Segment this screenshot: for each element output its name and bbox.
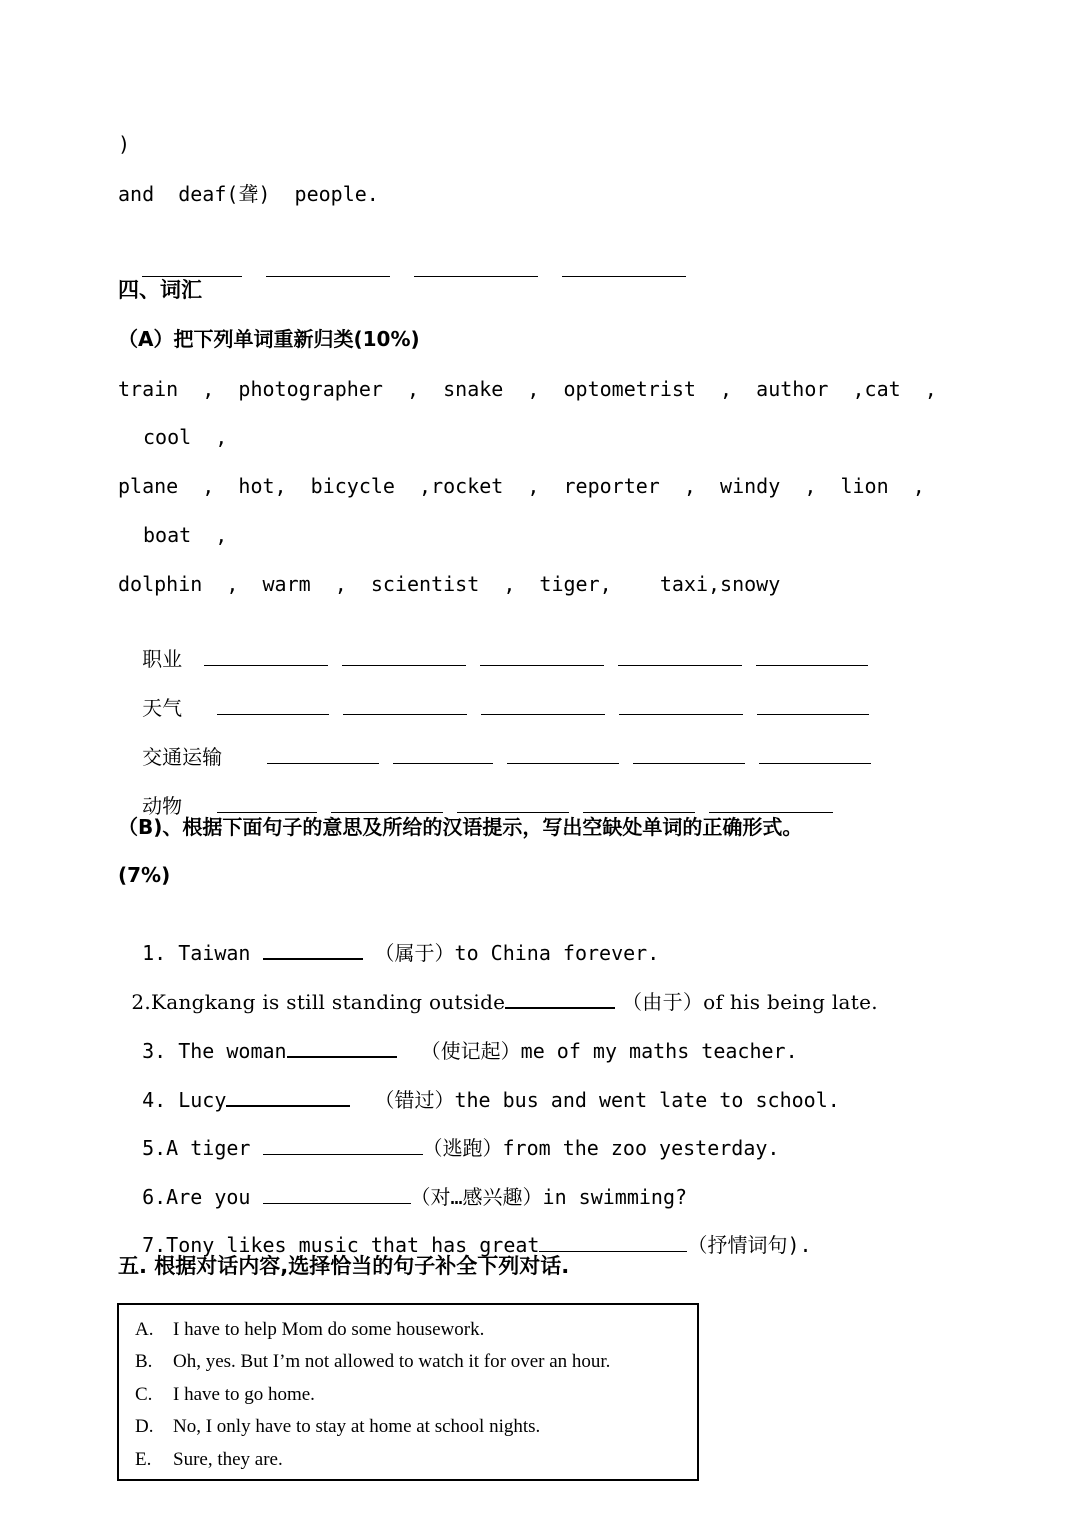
option-e — [135, 1449, 283, 1471]
item-hint: （使记起）me of my maths teacher. — [396, 1039, 798, 1063]
category-label: 动物 — [142, 794, 183, 818]
answer-blank[interactable] — [263, 938, 363, 960]
option-letter: E. — [135, 1449, 152, 1470]
answer-blank[interactable] — [507, 743, 619, 764]
option-letter: C. — [135, 1384, 153, 1405]
answer-blank[interactable] — [204, 645, 328, 666]
item-hint: （抒情词句). — [687, 1233, 812, 1257]
section4-title: 四、词汇 — [118, 278, 202, 302]
word-list-line: dolphin , warm , scientist , tiger, taxi,snowy — [118, 572, 781, 596]
category-label: 交通运输 — [142, 745, 223, 769]
answer-blank[interactable] — [393, 743, 493, 764]
fill-item — [118, 1106, 779, 1162]
option-text: I have to help Mom do some housework. — [173, 1319, 485, 1340]
option-letter: A. — [135, 1319, 154, 1340]
item-text: 7.Tony likes music that has great — [142, 1233, 540, 1257]
answer-blank[interactable] — [633, 743, 745, 764]
option-letter: B. — [135, 1351, 153, 1372]
category-blanks — [193, 666, 869, 722]
option-d — [135, 1416, 540, 1438]
answer-blank[interactable] — [414, 256, 538, 277]
answer-blank[interactable] — [505, 987, 615, 1009]
option-text: Oh, yes. But I’m not allowed to watch it for over an hour. — [173, 1351, 611, 1372]
answer-blank[interactable] — [457, 792, 569, 813]
category-label: 天气 — [142, 696, 183, 720]
item-hint: （属于）to China forever. — [362, 941, 660, 965]
option-text: I have to go home. — [173, 1384, 315, 1405]
option-a — [135, 1319, 484, 1341]
answer-blank[interactable] — [217, 694, 329, 715]
answer-blank[interactable] — [759, 743, 871, 764]
item-text: 5.A tiger — [142, 1136, 263, 1160]
item-hint: （错过）the bus and went late to school. — [350, 1088, 840, 1112]
option-c — [135, 1384, 315, 1406]
item-text: 3. The woman — [142, 1039, 287, 1063]
answer-blank[interactable] — [263, 1134, 423, 1155]
item-text: 6.Are you — [142, 1185, 263, 1209]
word-list-line: cool , — [143, 425, 228, 449]
answer-blank[interactable] — [263, 1183, 411, 1204]
item-text: 4. Lucy — [142, 1088, 227, 1112]
answer-blank[interactable] — [287, 1036, 397, 1058]
answer-blank[interactable] — [618, 645, 742, 666]
answer-blank[interactable] — [267, 743, 379, 764]
partA-title: （A）把下列单词重新归类(10%) — [118, 327, 420, 351]
answer-blank[interactable] — [343, 694, 467, 715]
category-blanks — [180, 617, 868, 673]
option-b — [135, 1351, 610, 1373]
option-text: Sure, they are. — [173, 1449, 283, 1470]
fill-item — [118, 1203, 812, 1259]
category-blanks — [243, 715, 871, 771]
category-blanks — [193, 764, 833, 820]
section5-title: 五. 根据对话内容,选择恰当的句子补全下列对话. — [118, 1254, 570, 1278]
item-hint: （由于）of his being late. — [615, 990, 878, 1014]
item-text: 1. Taiwan — [142, 941, 263, 965]
answer-blank[interactable] — [217, 792, 317, 813]
option-letter: D. — [135, 1416, 154, 1437]
answer-blank[interactable] — [142, 256, 242, 277]
word-list-line: train , photographer , snake , optometrist , author ,cat , — [118, 377, 937, 401]
item-hint: （逃跑）from the zoo yesterday. — [422, 1136, 780, 1160]
partB-title: （B)、根据下面句子的意思及所给的汉语提示，写出空缺处单词的正确形式。 — [118, 815, 803, 839]
stray-paren: ) — [118, 132, 131, 156]
word-list-line: boat , — [143, 523, 228, 547]
category-label: 职业 — [142, 647, 183, 671]
answer-blank[interactable] — [562, 256, 686, 277]
answer-blank[interactable] — [480, 645, 604, 666]
item-hint: （对…感兴趣）in swimming? — [410, 1185, 688, 1209]
item-text: 2.Kangkang is still standing outside — [131, 990, 506, 1014]
answer-blank[interactable] — [619, 694, 743, 715]
category-row — [118, 764, 182, 820]
answer-blank[interactable] — [266, 256, 390, 277]
answer-blank[interactable] — [756, 645, 868, 666]
options-box — [117, 1303, 699, 1481]
answer-blank[interactable] — [757, 694, 869, 715]
answer-blank[interactable] — [481, 694, 605, 715]
answer-blank[interactable] — [583, 792, 695, 813]
partB-score: (7%) — [118, 863, 171, 887]
answer-blank[interactable] — [331, 792, 443, 813]
word-list-line: plane , hot, bicycle ,rocket , reporter , windy , lion , — [118, 474, 925, 498]
answer-blank[interactable] — [539, 1231, 687, 1252]
category-row — [118, 617, 182, 673]
answer-blank[interactable] — [226, 1085, 350, 1107]
category-row — [118, 715, 222, 771]
answer-blank[interactable] — [709, 792, 833, 813]
answer-blank[interactable] — [342, 645, 466, 666]
category-row — [118, 666, 182, 722]
option-text: No, I only have to stay at home at school nights. — [173, 1416, 541, 1437]
fragment-blanks — [118, 228, 700, 284]
fragment-line: and deaf(聋) people. — [118, 182, 379, 206]
